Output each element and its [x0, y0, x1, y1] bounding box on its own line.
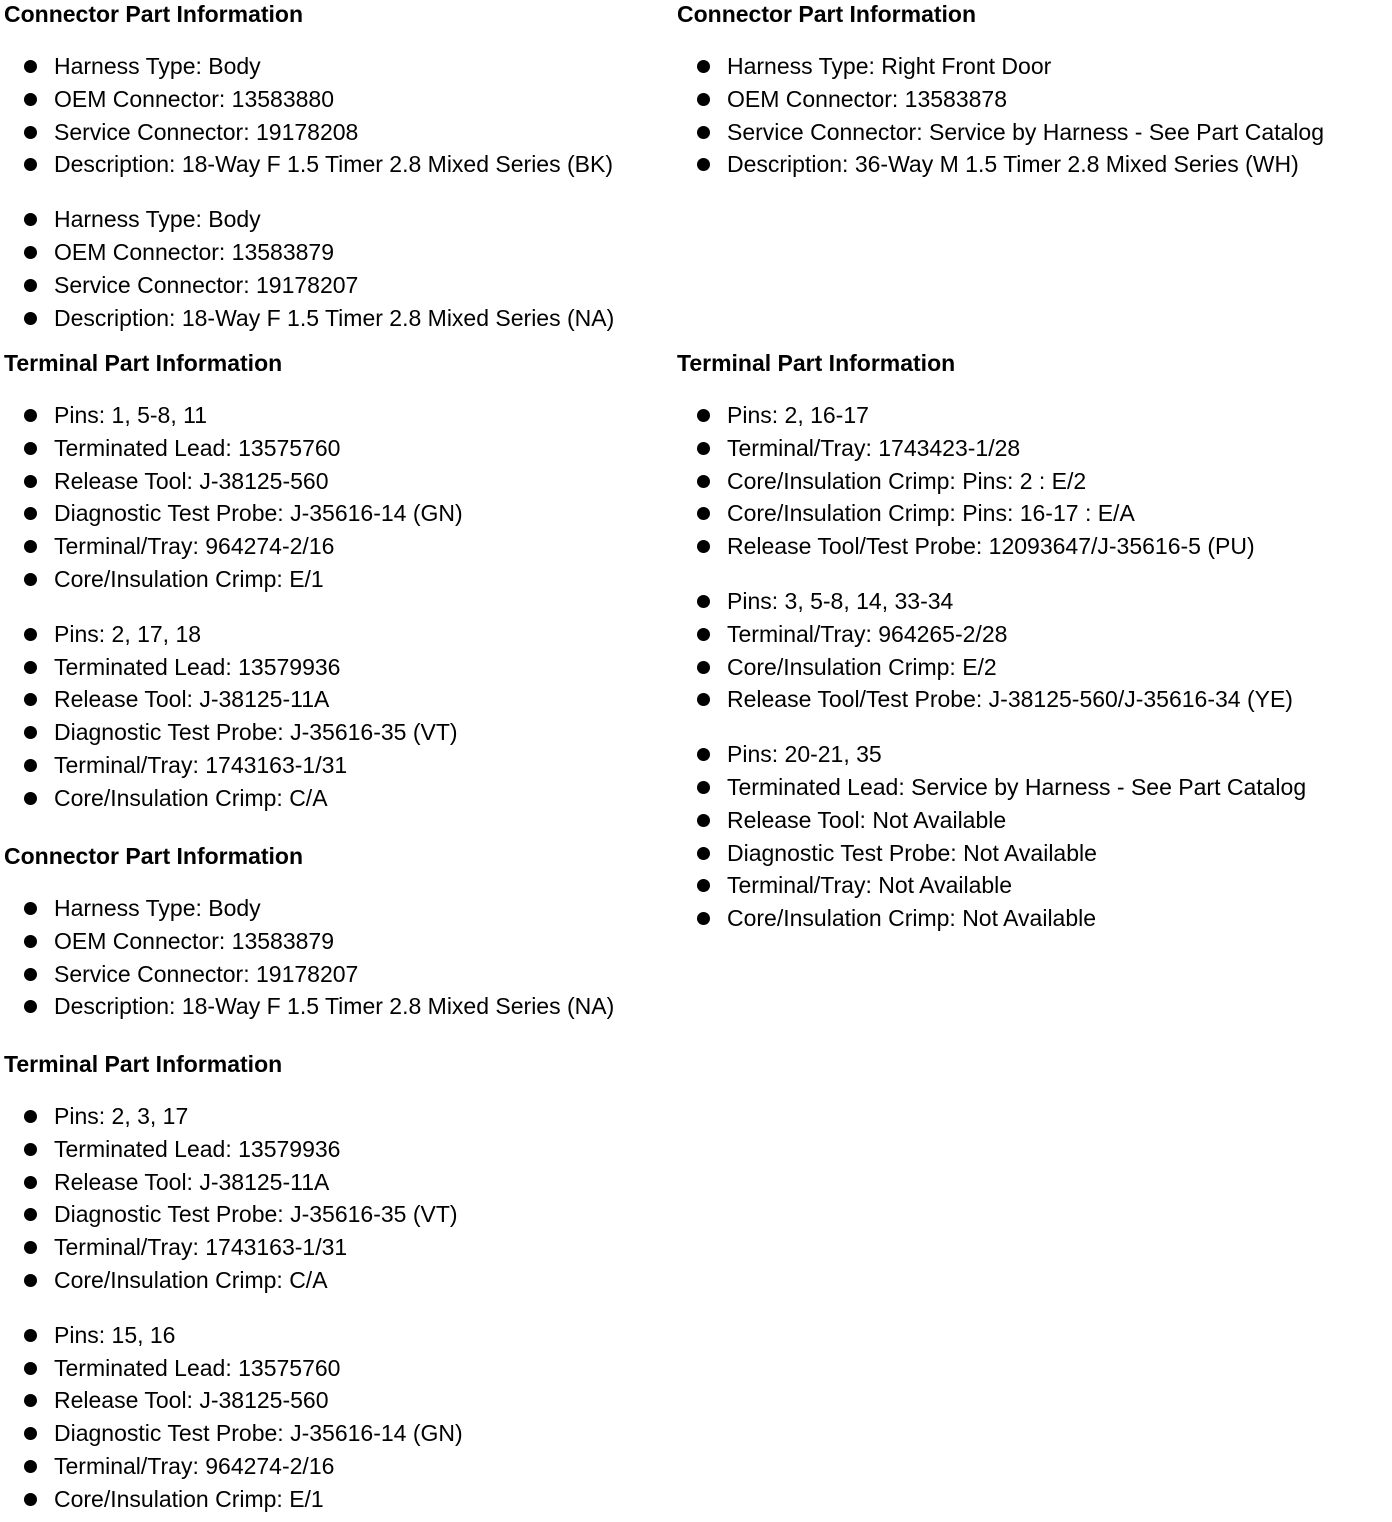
- list-item: [4, 302, 614, 335]
- list-item: [4, 1100, 463, 1133]
- list-item: [677, 738, 1306, 771]
- list-item-text: OEM Connector: 13583879: [54, 927, 335, 954]
- list-item: [4, 782, 463, 815]
- list-item-text: Service Connector: Service by Harness - See Part Catalog: [727, 118, 1324, 145]
- list-item-text: Diagnostic Test Probe: Not Available: [727, 839, 1097, 866]
- bullet-icon: [24, 1427, 37, 1440]
- bullet-list: [4, 50, 614, 181]
- list-item-text: Pins: 15, 16: [54, 1321, 176, 1348]
- list-item: [4, 148, 614, 181]
- list-item: [677, 50, 1324, 83]
- list-item: [4, 432, 463, 465]
- bullet-list: [4, 618, 463, 815]
- list-item-text: Terminated Lead: Service by Harness - See Part Catalog: [727, 773, 1307, 800]
- list-item: [4, 399, 463, 432]
- list-item-text: Harness Type: Body: [54, 895, 261, 921]
- list-item-text: Terminated Lead: 13575760: [54, 1354, 341, 1381]
- list-item: [4, 1319, 463, 1352]
- list-item-text: Release Tool: J-38125-560: [54, 467, 329, 494]
- bullet-icon: [24, 507, 37, 520]
- list-item: [4, 203, 614, 236]
- bullet-icon: [24, 1493, 37, 1506]
- bullet-list: [677, 399, 1306, 563]
- list-item-text: Diagnostic Test Probe: J-35616-35 (VT): [54, 1201, 458, 1228]
- list-item: [677, 683, 1306, 716]
- bullet-list: [4, 399, 463, 596]
- list-item-text: Pins: 20-21, 35: [727, 741, 882, 768]
- section-heading: Connector Part Information: [677, 1, 977, 27]
- list-item: [4, 1231, 463, 1264]
- bullet-icon: [697, 595, 710, 608]
- list-item: [4, 236, 614, 269]
- list-item: [4, 530, 463, 563]
- list-item-text: Terminated Lead: 13579936: [54, 1135, 341, 1162]
- list-item: [677, 771, 1306, 804]
- list-item-text: Diagnostic Test Probe: J-35616-35 (VT): [54, 719, 458, 746]
- list-item-text: Service Connector: 19178207: [54, 271, 359, 298]
- bullet-icon: [697, 847, 710, 860]
- list-item: [677, 83, 1324, 116]
- list-item-text: Description: 18-Way F 1.5 Timer 2.8 Mixed Series (BK): [54, 151, 613, 178]
- bullet-list: [677, 50, 1324, 181]
- list-item-text: Core/Insulation Crimp: E/1: [54, 1485, 324, 1512]
- list-item: [4, 683, 463, 716]
- list-item: [677, 465, 1306, 498]
- list-item: [677, 618, 1306, 651]
- bullet-icon: [697, 781, 710, 794]
- list-item-text: Terminal/Tray: 964274-2/16: [54, 533, 335, 560]
- list-item-text: Pins: 2, 17, 18: [54, 620, 202, 647]
- list-item: [4, 1352, 463, 1385]
- list-item-text: Pins: 2, 3, 17: [54, 1103, 189, 1129]
- part-information-section: [4, 0, 614, 334]
- bullet-icon: [24, 1143, 37, 1156]
- list-item: [4, 925, 614, 958]
- list-item-text: Harness Type: Body: [54, 206, 261, 233]
- section-heading: Terminal Part Information: [4, 1051, 283, 1077]
- list-item-text: Core/Insulation Crimp: Not Available: [727, 905, 1097, 932]
- section-heading: Connector Part Information: [4, 1, 304, 27]
- list-item-text: Description: 18-Way F 1.5 Timer 2.8 Mixed Series (NA): [54, 304, 615, 331]
- list-item: [4, 990, 614, 1023]
- bullet-icon: [697, 748, 710, 761]
- part-information-section: [4, 1050, 463, 1516]
- list-item-text: Harness Type: Body: [54, 53, 261, 79]
- bullet-icon: [24, 573, 37, 586]
- list-item: [4, 749, 463, 782]
- list-item-text: Terminated Lead: 13575760: [54, 434, 341, 461]
- list-item: [677, 116, 1324, 149]
- bullet-list: [4, 1100, 463, 1297]
- bullet-icon: [24, 1394, 37, 1407]
- bullet-icon: [24, 213, 37, 226]
- bullet-icon: [24, 968, 37, 981]
- bullet-icon: [24, 475, 37, 488]
- list-item-text: Service Connector: 19178207: [54, 960, 359, 987]
- list-item-text: Release Tool: Not Available: [727, 806, 1007, 833]
- bullet-icon: [24, 1208, 37, 1221]
- bullet-icon: [24, 1274, 37, 1287]
- list-item-text: Diagnostic Test Probe: J-35616-14 (GN): [54, 500, 463, 527]
- list-item: [677, 651, 1306, 684]
- list-item: [4, 1166, 463, 1199]
- list-item: [4, 465, 463, 498]
- list-item-text: Core/Insulation Crimp: E/2: [727, 653, 997, 680]
- bullet-icon: [24, 1362, 37, 1375]
- part-information-section: [677, 349, 1306, 935]
- part-information-section: [4, 842, 614, 1023]
- list-item: [677, 497, 1306, 530]
- list-item: [4, 83, 614, 116]
- list-item-text: Harness Type: Right Front Door: [727, 53, 1052, 79]
- list-item-text: Service Connector: 19178208: [54, 118, 359, 145]
- part-information-section: [677, 0, 1324, 181]
- list-item: [4, 1417, 463, 1450]
- list-item-text: Terminal/Tray: 964274-2/16: [54, 1452, 335, 1479]
- bullet-icon: [24, 902, 37, 915]
- list-item-text: Terminated Lead: 13579936: [54, 653, 341, 680]
- list-item: [4, 1483, 463, 1516]
- bullet-icon: [24, 442, 37, 455]
- bullet-list: [677, 738, 1306, 935]
- list-item-text: Terminal/Tray: 1743163-1/31: [54, 751, 348, 778]
- bullet-icon: [24, 1460, 37, 1473]
- list-item-text: Description: 36-Way M 1.5 Timer 2.8 Mixed Series (WH): [727, 151, 1299, 178]
- bullet-icon: [24, 158, 37, 171]
- list-item: [4, 651, 463, 684]
- list-item: [4, 1198, 463, 1231]
- list-item: [4, 716, 463, 749]
- bullet-icon: [697, 661, 710, 674]
- bullet-icon: [24, 312, 37, 325]
- list-item-text: Terminal/Tray: 1743163-1/31: [54, 1234, 348, 1261]
- list-item-text: Terminal/Tray: 964265-2/28: [727, 620, 1008, 647]
- list-item: [4, 50, 614, 83]
- list-item: [677, 585, 1306, 618]
- bullet-list: [4, 892, 614, 1023]
- list-item-text: OEM Connector: 13583880: [54, 85, 335, 112]
- list-item-text: Core/Insulation Crimp: E/1: [54, 565, 324, 592]
- bullet-icon: [24, 792, 37, 805]
- list-item-text: Release Tool/Test Probe: J-38125-560/J-35616-34 (YE): [727, 686, 1293, 713]
- bullet-icon: [24, 661, 37, 674]
- list-item: [677, 148, 1324, 181]
- bullet-icon: [697, 126, 710, 139]
- list-item: [677, 530, 1306, 563]
- list-item: [4, 116, 614, 149]
- bullet-icon: [24, 693, 37, 706]
- list-item: [677, 399, 1306, 432]
- list-item: [677, 869, 1306, 902]
- list-item: [4, 892, 614, 925]
- list-item-text: Core/Insulation Crimp: C/A: [54, 784, 328, 811]
- bullet-icon: [697, 628, 710, 641]
- section-heading: Connector Part Information: [4, 843, 304, 869]
- list-item: [4, 958, 614, 991]
- list-item-text: Pins: 2, 16-17: [727, 402, 869, 428]
- bullet-icon: [24, 540, 37, 553]
- list-item: [4, 1264, 463, 1297]
- bullet-icon: [24, 1241, 37, 1254]
- list-item: [677, 432, 1306, 465]
- list-item-text: Release Tool/Test Probe: 12093647/J-35616-5 (PU): [727, 533, 1255, 560]
- list-item-text: Core/Insulation Crimp: Pins: 16-17 : E/A: [727, 500, 1135, 527]
- bullet-icon: [697, 912, 710, 925]
- bullet-icon: [697, 158, 710, 171]
- bullet-icon: [24, 1110, 37, 1123]
- bullet-icon: [24, 1000, 37, 1013]
- list-item-text: Terminal/Tray: 1743423-1/28: [727, 434, 1021, 461]
- bullet-icon: [24, 935, 37, 948]
- list-item: [4, 497, 463, 530]
- bullet-icon: [697, 475, 710, 488]
- bullet-icon: [24, 409, 37, 422]
- list-item-text: Diagnostic Test Probe: J-35616-14 (GN): [54, 1420, 463, 1447]
- bullet-icon: [24, 126, 37, 139]
- list-item: [4, 618, 463, 651]
- bullet-icon: [24, 279, 37, 292]
- bullet-icon: [697, 540, 710, 553]
- bullet-list: [677, 585, 1306, 716]
- list-item: [4, 563, 463, 596]
- bullet-icon: [697, 814, 710, 827]
- list-item-text: Pins: 1, 5-8, 11: [54, 402, 207, 428]
- bullet-icon: [697, 442, 710, 455]
- bullet-icon: [24, 1176, 37, 1189]
- bullet-icon: [697, 409, 710, 422]
- bullet-icon: [24, 726, 37, 739]
- list-item: [677, 804, 1306, 837]
- list-item: [4, 1450, 463, 1483]
- list-item-text: Release Tool: J-38125-11A: [54, 1168, 330, 1195]
- list-item: [4, 1384, 463, 1417]
- bullet-icon: [697, 693, 710, 706]
- list-item-text: Release Tool: J-38125-560: [54, 1387, 329, 1414]
- bullet-icon: [24, 759, 37, 772]
- bullet-icon: [24, 1329, 37, 1342]
- list-item: [677, 902, 1306, 935]
- list-item: [4, 269, 614, 302]
- list-item-text: Core/Insulation Crimp: C/A: [54, 1266, 328, 1293]
- part-information-section: [4, 349, 463, 815]
- list-item-text: Release Tool: J-38125-11A: [54, 686, 330, 713]
- bullet-list: [4, 1319, 463, 1516]
- list-item: [4, 1133, 463, 1166]
- list-item-text: Terminal/Tray: Not Available: [727, 872, 1013, 899]
- section-heading: Terminal Part Information: [677, 350, 956, 376]
- list-item-text: OEM Connector: 13583879: [54, 238, 335, 265]
- list-item-text: Description: 18-Way F 1.5 Timer 2.8 Mixed Series (NA): [54, 993, 615, 1020]
- section-heading: Terminal Part Information: [4, 350, 283, 376]
- list-item-text: Core/Insulation Crimp: Pins: 2 : E/2: [727, 467, 1087, 494]
- list-item: [677, 837, 1306, 870]
- bullet-icon: [24, 628, 37, 641]
- bullet-icon: [24, 246, 37, 259]
- bullet-icon: [24, 93, 37, 106]
- bullet-icon: [697, 93, 710, 106]
- bullet-icon: [24, 60, 37, 73]
- bullet-list: [4, 203, 614, 334]
- bullet-icon: [697, 879, 710, 892]
- bullet-icon: [697, 60, 710, 73]
- list-item-text: Pins: 3, 5-8, 14, 33-34: [727, 587, 954, 614]
- bullet-icon: [697, 507, 710, 520]
- list-item-text: OEM Connector: 13583878: [727, 85, 1008, 112]
